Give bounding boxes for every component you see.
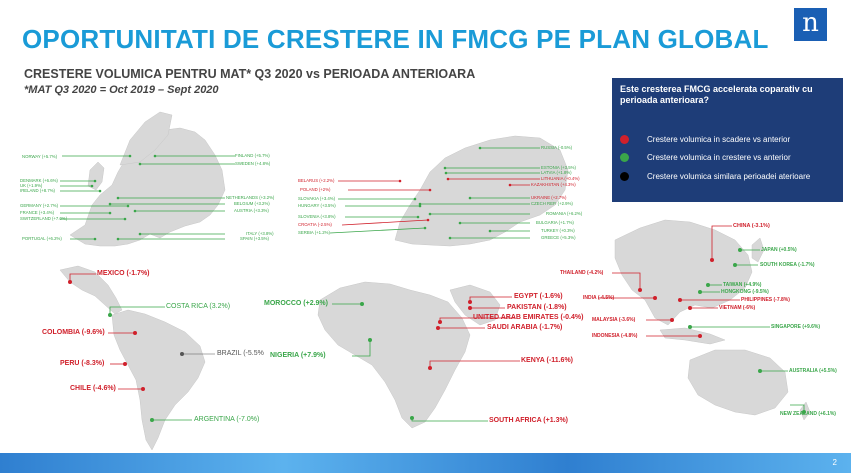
- label-costa-rica: COSTA RICA (3.2%): [166, 303, 231, 310]
- south-america-shape: [112, 310, 205, 450]
- label-norway: NORWAY (+5.7%): [22, 154, 58, 159]
- label-vietnam: VIETNAM (-6%): [719, 305, 756, 311]
- label-ireland: IRELAND (+8.7%): [20, 188, 55, 193]
- label-morocco: MOROCCO (+2.9%): [264, 300, 328, 307]
- legend-question: Este cresterea FMCG accelerata coparativ cu perioada anterioara?: [620, 84, 813, 105]
- label-brazil: BRAZIL (-5.5%: [217, 350, 264, 357]
- label-belarus: BELARUS (+2.2%): [298, 178, 335, 183]
- label-slovenia: SLOVENIA (+3.8%): [298, 214, 336, 219]
- label-taiwan: TAIWAN (+4.9%): [723, 282, 762, 288]
- label-nigeria: NIGERIA (+7.9%): [270, 352, 326, 359]
- label-malaysia: MALAYSIA (-3.6%): [592, 317, 636, 323]
- label-spain: SPAIN (+3.5%): [240, 236, 269, 241]
- label-india: INDIA (-4.5%): [583, 295, 615, 301]
- footnote: *MAT Q3 2020 = Oct 2019 – Sept 2020: [24, 84, 219, 96]
- nielsen-logo: n: [794, 8, 827, 41]
- page-subtitle: CRESTERE VOLUMICA PENTRU MAT* Q3 2020 vs PERIOADA ANTERIOARA: [24, 67, 476, 81]
- label-china: CHINA (-3.1%): [733, 223, 770, 229]
- label-belgium: BELGIUM (+3.2%): [234, 201, 270, 206]
- label-saudi: SAUDI ARABIA (-1.7%): [487, 324, 563, 331]
- label-colombia: COLOMBIA (-9.6%): [42, 329, 105, 336]
- label-denmark: DENMARK (+6.6%): [20, 178, 58, 183]
- label-finland: FINLAND (+5.7%): [235, 153, 270, 158]
- label-kenya: KENYA (-11.6%): [521, 357, 574, 364]
- label-indonesia: INDONESIA (-4.8%): [592, 333, 638, 339]
- label-south-korea: SOUTH KOREA (-1.7%): [760, 262, 815, 268]
- page-title: OPORTUNITATI DE CRESTERE IN FMCG PE PLAN GLOBAL: [22, 24, 769, 54]
- label-czech: CZECH REP. (+2.9%): [531, 201, 573, 206]
- label-kazakhstan: KAZAKHSTAN (+4.3%): [531, 182, 576, 187]
- footer-bar: [0, 453, 851, 473]
- label-serbia: SERBIA (+1.2%): [298, 230, 330, 235]
- label-poland: POLAND (+2%): [300, 187, 331, 192]
- legend-item-decline: Crestere volumica in scadere vs anterior: [620, 135, 790, 144]
- label-switzerland: SWITZERLAND (+7.0%): [20, 216, 68, 221]
- australia-shape: [688, 350, 788, 415]
- label-germany: GERMANY (+2.7%): [20, 203, 59, 208]
- label-france: FRANCE (+3.4%): [20, 210, 55, 215]
- label-estonia: ESTONIA (+3.5%): [541, 165, 576, 170]
- label-japan: JAPAN (+0.5%): [761, 247, 797, 253]
- page-number: 2: [832, 458, 837, 467]
- label-peru: PERU (-8.3%): [60, 360, 105, 367]
- label-egypt: EGYPT (-1.6%): [514, 293, 563, 300]
- label-netherlands: NETHERLANDS (+3.2%): [226, 195, 275, 200]
- label-croatia: CROATIA (-2.5%): [298, 222, 332, 227]
- label-singapore: SINGAPORE (+9.6%): [771, 324, 821, 330]
- label-turkey: TURKEY (+0.3%): [541, 228, 575, 233]
- label-russia: RUSSIA (-0.5%): [541, 145, 573, 150]
- label-hungary: HUNGARY (+3.5%): [298, 203, 336, 208]
- legend-item-similar: Crestere volumica similara perioadei aterioare: [620, 172, 810, 181]
- label-argentina: ARGENTINA (-7.0%): [194, 416, 260, 423]
- label-portugal: PORTUGAL (+6.2%): [22, 236, 62, 241]
- label-mexico: MEXICO (-1.7%): [97, 270, 150, 277]
- label-thailand: THAILAND (-4.2%): [560, 270, 604, 276]
- label-uk: UK (+1.9%): [20, 183, 43, 188]
- label-philippines: PHILIPPINES (-7.8%): [741, 297, 790, 303]
- label-chile: CHILE (-4.6%): [70, 385, 116, 392]
- label-ukraine: UKRAINE (+2.7%): [531, 195, 567, 200]
- label-uae: UNITED ARAB EMIRATES (-0.4%): [473, 314, 584, 321]
- label-latvia: LATVIA (+1.8%): [541, 170, 572, 175]
- label-slovakia: SLOVAKIA (+3.4%): [298, 196, 336, 201]
- label-pakistan: PAKISTAN (-1.8%): [507, 304, 567, 311]
- label-new-zealand: NEW ZEALAND (+6.1%): [780, 411, 836, 417]
- label-greece: GREECE (+5.3%): [541, 235, 576, 240]
- label-lithuania: LITHUANIA (+0.4%): [541, 176, 580, 181]
- label-austria: AUSTRIA (+3.3%): [234, 208, 269, 213]
- label-south-africa: SOUTH AFRICA (+1.3%): [489, 417, 569, 424]
- label-bulgaria: BULGARIA (+1.7%): [536, 220, 574, 225]
- label-romania: ROMANIA (+6.2%): [546, 211, 583, 216]
- label-italy: ITALY (+3.8%): [246, 231, 274, 236]
- legend-item-growth: Crestere volumica in crestere vs anterior: [620, 153, 791, 162]
- label-sweden: SWEDEN (+4.8%): [235, 161, 271, 166]
- label-australia: AUSTRALIA (+5.5%): [789, 368, 837, 374]
- label-hongkong: HONGKONG (-9.5%): [721, 289, 769, 295]
